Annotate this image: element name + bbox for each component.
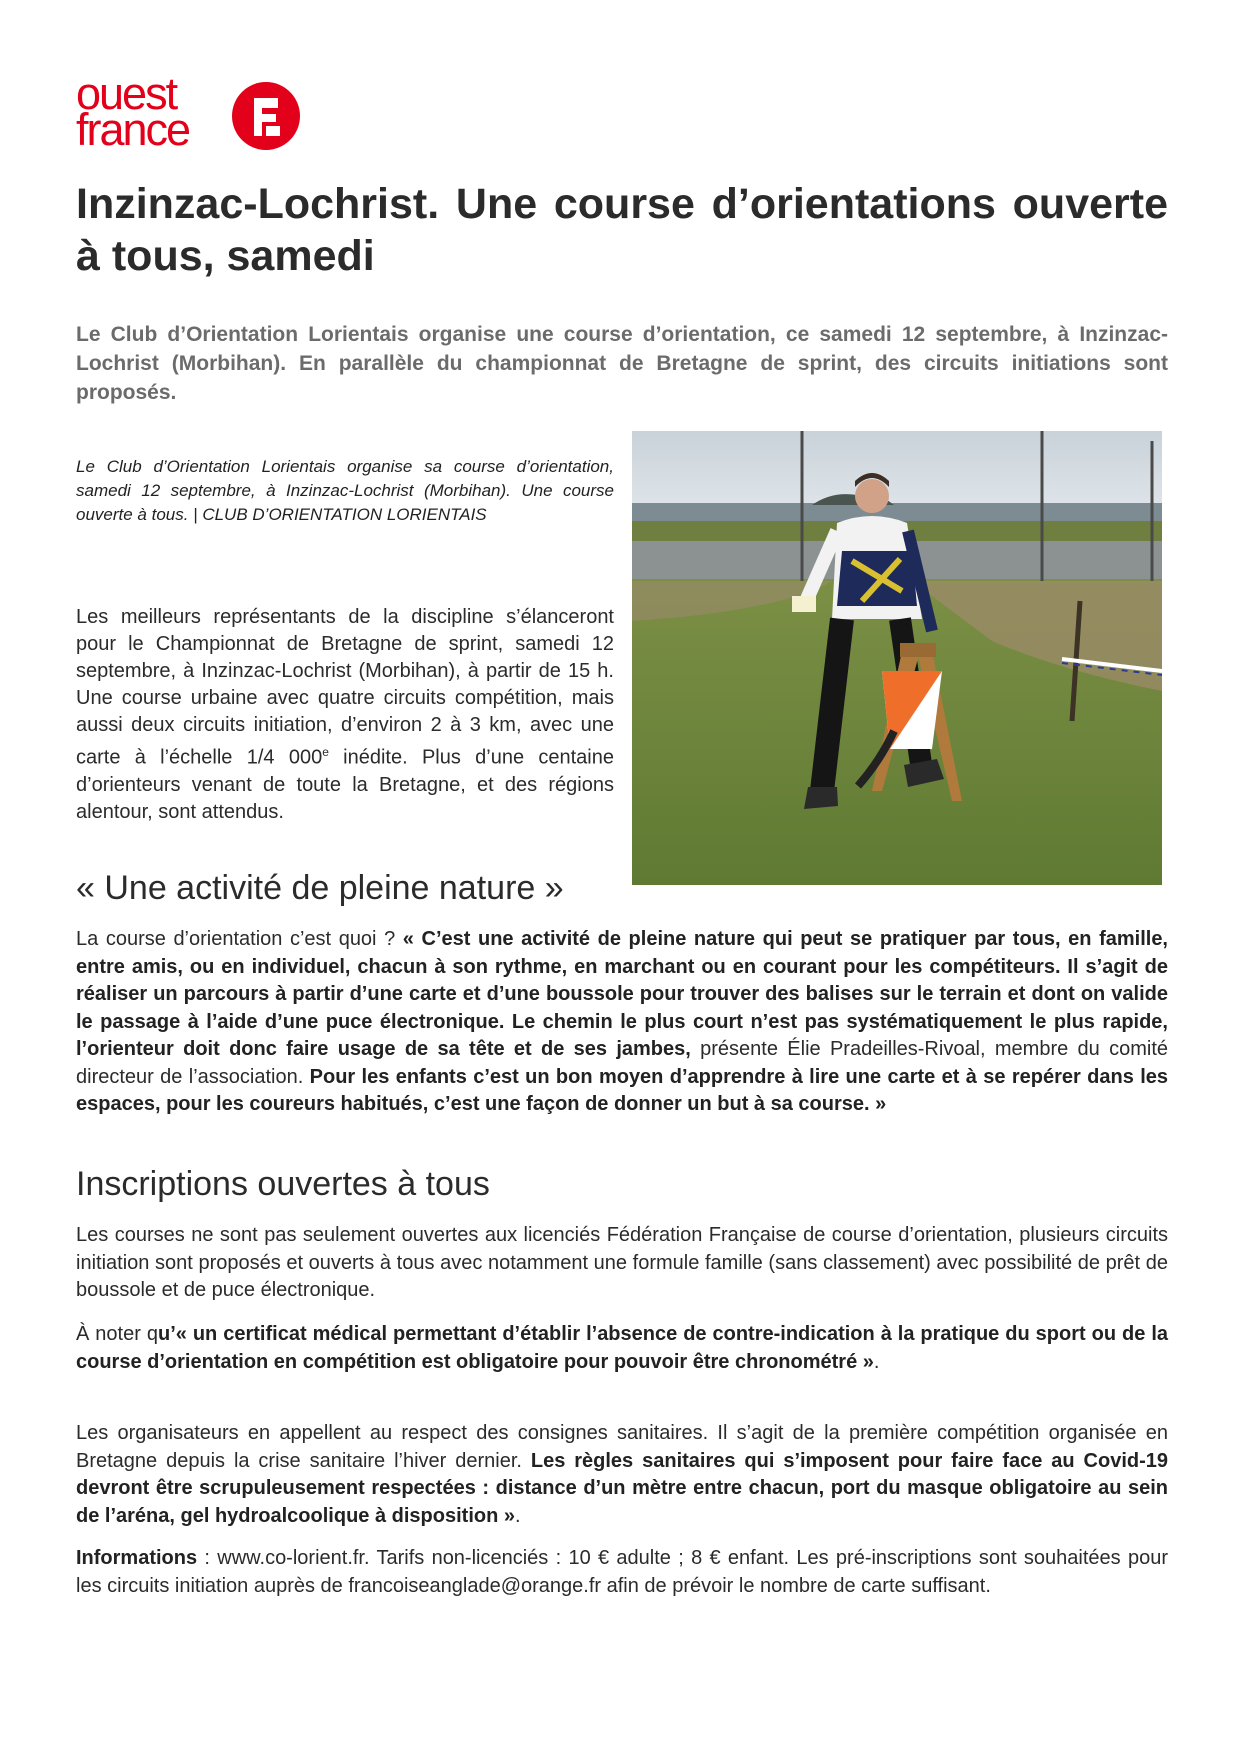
p3-text-c: .: [873, 1350, 880, 1373]
article-lead: Le Club d’Orientation Lorientais organise une course d’orientation, ce samedi 12 septembre, à Inzinzac-Lochrist (Morbihan). En parallèle du championnat de Bretagne de sprint, des circuits initiations sont proposés.: [76, 323, 1168, 404]
intro-paragraph: [76, 604, 614, 826]
section-heading-inscriptions: Inscriptions ouvertes à tous: [76, 1165, 490, 1203]
paragraph-sanitary: [76, 1420, 1168, 1530]
paragraph-courses: Les courses ne sont pas seulement ouvertes aux licenciés Fédération Française de course d’orientation, plusieurs circuits initiation sont proposés et ouverts à tous avec notamment une formule famille (sans classement) avec possibilité de prêt de boussole et de puce électronique.: [76, 1224, 1168, 1301]
p1-text-c: présente Élie Pradeilles-Rivoal, membre du comité directeur de l’association.: [76, 1038, 1168, 1088]
paragraph-informations: [76, 1545, 1168, 1600]
logo-line-2: france: [76, 104, 190, 155]
p3-quote: u’« un certificat médical permettant d’établir l’absence de contre-indication à la pratique du sport ou de la course d’orientation en compétition est obligatoire pour pouvoir être chronométré »: [76, 1323, 1169, 1373]
paragraph-certificate: [76, 1321, 1168, 1376]
article-photo: [632, 431, 1162, 885]
intro-text-b: inédite. Plus d’une centaine d’orienteurs venant de toute la Bretagne, et des régions alentour, sont attendus.: [76, 746, 614, 823]
section-heading-nature: « Une activité de pleine nature »: [76, 869, 564, 907]
p4-text-c: .: [514, 1504, 521, 1527]
p1-text-a: La course d’orientation c’est quoi ?: [76, 928, 403, 950]
p4-quote: Les règles sanitaires qui s’imposent pour faire face au Covid-19 devront être scrupuleusement respectées : distance d’un mètre entre chacun, port du masque obligatoire au sein de l’aréna, gel hydroalcoolique à disposition »: [76, 1449, 1168, 1527]
logo-circle-icon: [232, 82, 300, 150]
p3-text-a: À noter q: [76, 1323, 158, 1345]
p1-quote-d: Pour les enfants c’est un bon moyen d’apprendre à lire une carte et à se repérer dans les espaces, pour les coureurs habitués, c’est une façon de donner un but à sa course. »: [76, 1065, 1168, 1115]
orienteering-runner-image: [632, 431, 1162, 885]
photo-caption: Le Club d’Orientation Lorientais organise sa course d’orientation, samedi 12 septembre, à Inzinzac-Lochrist (Morbihan). Une course ouverte à tous. | CLUB D’ORIENTATION LORIENTAIS: [76, 457, 614, 524]
p5-label: Informations: [76, 1547, 198, 1569]
p1-quote-a: « C’est une activité de pleine nature qui peut se pratiquer par tous, en famille, entre amis, ou en individuel, chacun à son rythme, en marchant ou en courant pour les compétiteurs. Il s’agit de réaliser un parcours à partir d’une carte et d’une boussole pour trouver des balises sur le terrain et dont on valide le passage à l’aide d’une puce électronique. Le chemin le plus court n’est pas systématiquement le plus rapide, l’orienteur doit donc faire usage de sa tête et de ses jambes,: [76, 928, 1168, 1060]
logo-wordmark: [76, 68, 190, 155]
p5-text: : www.co-lorient.fr. Tarifs non-licenciés : 10 € adulte ; 8 € enfant. Les pré-inscriptions sont souhaitées pour les circuits initiation auprès de francoiseanglade@orange.fr afin de prévoir le nombre de carte suffisant.: [76, 1547, 1168, 1597]
paragraph-activity: [76, 926, 1168, 1119]
intro-text-a: Les meilleurs représentants de la discipline s’élanceront pour le Championnat de Bretagne de sprint, samedi 12 septembre, à Inzinzac-Lochrist (Morbihan), à partir de 15 h. Une course urbaine avec quatre circuits compétition, mais aussi deux circuits initiation, d’environ 2 à 3 km, avec une carte à l’échelle 1/4 000: [76, 606, 614, 769]
logo-line-1: ouest: [76, 68, 177, 119]
article-title: Inzinzac-Lochrist. Une course d’orientations ouverte à tous, samedi: [76, 180, 1168, 280]
intro-superscript: e: [322, 745, 329, 759]
ouest-france-logo: [76, 68, 306, 155]
p4-text-a: Les organisateurs en appellent au respect des consignes sanitaires. Il s’agit de la première compétition organisée en Bretagne depuis la crise sanitaire l’hiver dernier.: [76, 1422, 1168, 1472]
